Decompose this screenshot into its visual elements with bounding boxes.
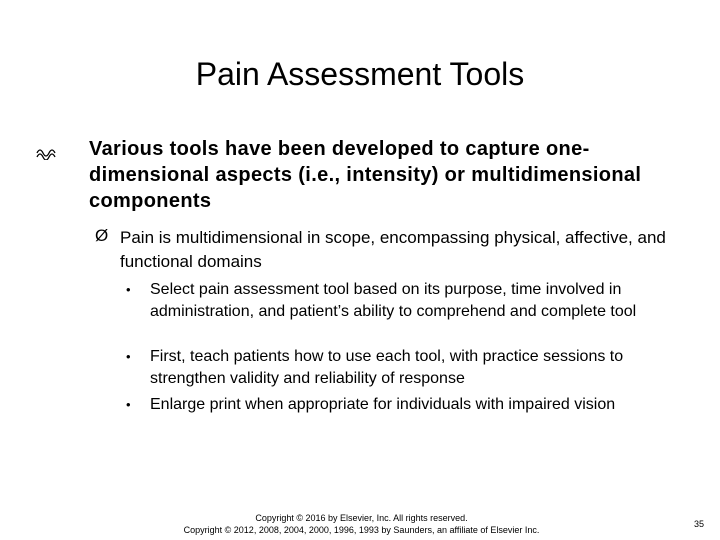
- list-item-text: Select pain assessment tool based on its purpose, time involved in administration, and patient’s ability to comprehend and complete tool: [150, 281, 637, 320]
- copyright-line: Copyright © 2016 by Elsevier, Inc. All rights reserved.: [255, 513, 468, 523]
- page-number: 35: [693, 519, 704, 529]
- dot-bullet-icon: •: [126, 349, 131, 364]
- main-bullet-text: Various tools have been developed to capture one-dimensional aspects (i.e., intensity) or multidimensional components: [89, 138, 642, 212]
- list-item-text: Enlarge print when appropriate for individuals with impaired vision: [150, 396, 616, 413]
- list-item-text: First, teach patients how to use each tool, with practice sessions to strengthen validity and reliability of response: [150, 348, 624, 387]
- arrow-bullet-icon: Ø: [95, 226, 109, 245]
- copyright-line: Copyright © 2012, 2008, 2004, 2000, 1996, 1993 by Saunders, an affiliate of Elsevier Inc.: [183, 525, 540, 535]
- dot-bullet-icon: •: [126, 282, 131, 297]
- wave-bullet-icon: [36, 146, 56, 160]
- slide-title: Pain Assessment Tools: [195, 56, 525, 92]
- copyright-notice: [0, 512, 720, 536]
- dot-bullet-icon: •: [126, 397, 131, 412]
- sub-bullet-text: Pain is multidimensional in scope, encompassing physical, affective, and functional domains: [120, 228, 666, 271]
